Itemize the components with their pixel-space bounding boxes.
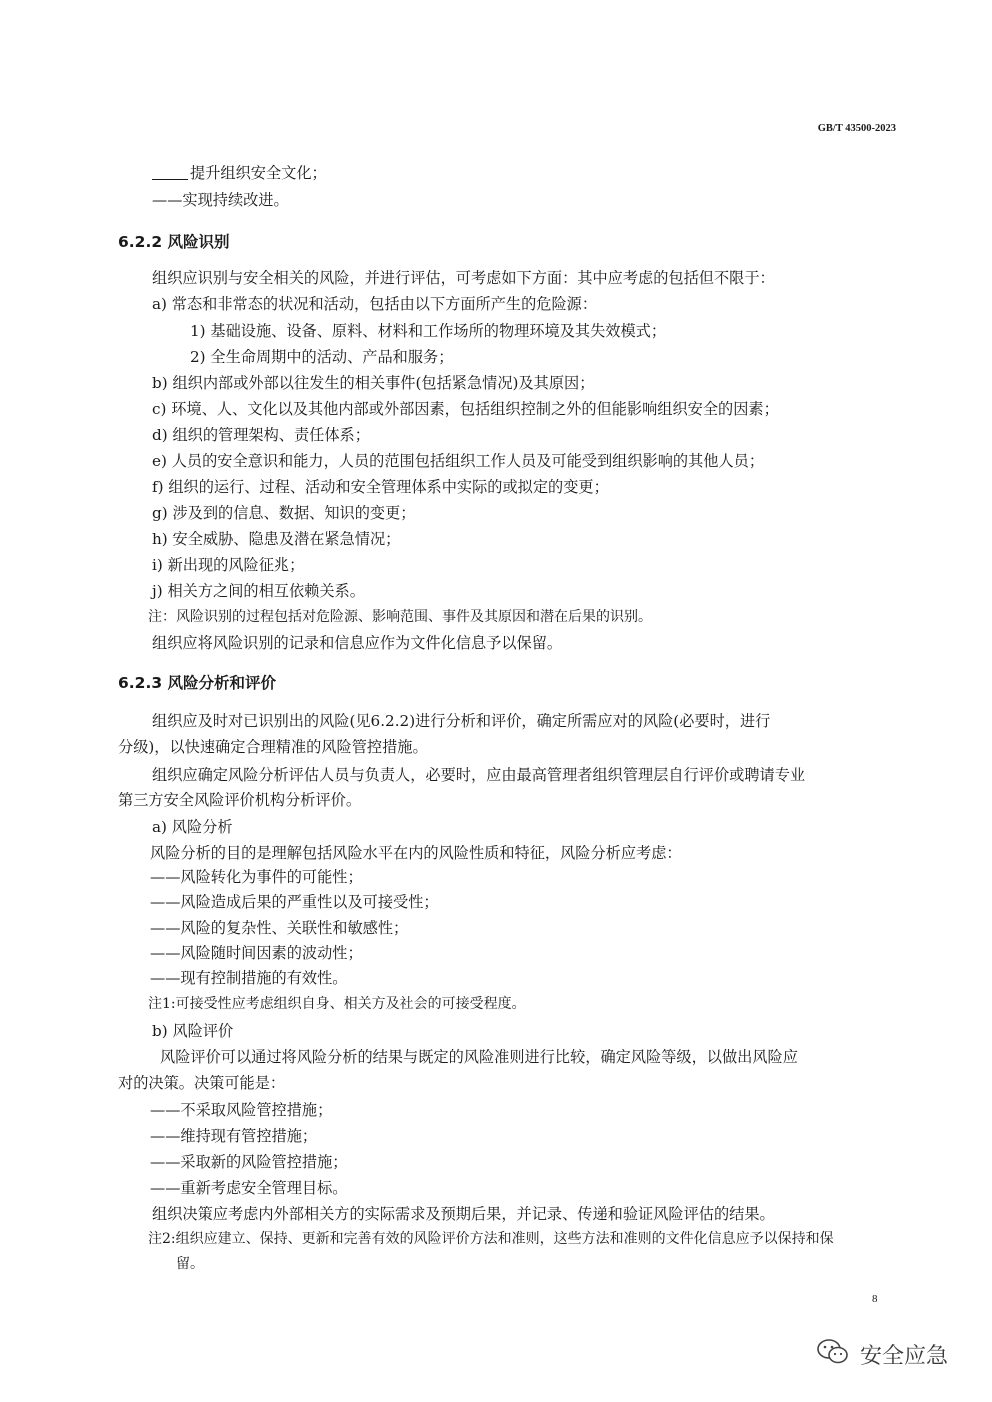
dash-item: ——现有控制措施的有效性。 [150,969,348,987]
paragraph: 组织应将风险识别的记录和信息应作为文件化信息予以保留。 [152,634,563,652]
list-item: f) 组织的运行、过程、活动和安全管理体系中实际的或拟定的变更； [152,478,609,496]
intro-item-2: ——实现持续改进。 [152,191,289,209]
paragraph-continuation: 第三方安全风险评价机构分析评价。 [118,791,361,809]
dash-item: ——风险造成后果的严重性以及可接受性； [150,893,439,911]
list-item: j) 相关方之间的相互依赖关系。 [152,582,365,600]
note: 注2:组织应建立、保持、更新和完善有效的风险评价方法和准则，这些方法和准则的文件化信息应予以保持和保 [148,1231,834,1247]
dash-item: ——风险转化为事件的可能性； [150,868,363,886]
dash-item: ——采取新的风险管控措施； [150,1153,348,1171]
paragraph: 组织应识别与安全相关的风险，并进行评估，可考虑如下方面：其中应考虑的包括但不限于： [152,269,775,287]
paragraph: 组织决策应考虑内外部相关方的实际需求及预期后果，并记录、传递和验证风险评估的结果。 [152,1205,775,1223]
list-item: i) 新出现的风险征兆； [152,556,305,574]
list-item: a) 风险分析 [152,818,233,836]
watermark [816,1338,948,1370]
dash-item: ——不采取风险管控措施； [150,1101,333,1119]
list-item: h) 安全威胁、隐患及潜在紧急情况； [152,530,401,548]
list-item: e) 人员的安全意识和能力，人员的范围包括组织工作人员及可能受到组织影响的其他人员； [152,452,765,470]
note: 注：风险识别的过程包括对危险源、影响范围、事件及其原因和潜在后果的识别。 [148,609,652,625]
blank-underline [152,179,188,180]
list-item: b) 风险评价 [152,1022,234,1040]
dash-item: ——风险的复杂性、关联性和敏感性； [150,919,409,937]
section-heading-6-2-2: 6.2.2 风险识别 [118,233,230,251]
paragraph: 风险分析的目的是理解包括风险水平在内的风险性质和特征，风险分析应考虑： [150,844,682,862]
list-item: b) 组织内部或外部以往发生的相关事件(包括紧急情况)及其原因； [152,374,595,392]
paragraph-continuation: 分级)，以快速确定合理精准的风险管控措施。 [118,738,428,756]
paragraph: 组织应确定风险分析评估人员与负责人，必要时，应由最高管理者组织管理层自行评价或聘请专业 [152,766,806,784]
page-number: 8 [872,1293,878,1305]
list-item: g) 涉及到的信息、数据、知识的变更； [152,504,416,522]
sub-list-item: 1) 基础设施、设备、原料、材料和工作场所的物理环境及其失效模式； [190,322,667,340]
note-continuation: 留。 [176,1256,204,1272]
paragraph: 组织应及时对已识别出的风险(见6.2.2)进行分析和评价，确定所需应对的风险(必要时，进行 [152,712,771,730]
section-heading-6-2-3: 6.2.3 风险分析和评价 [118,674,277,692]
list-item: d) 组织的管理架构、责任体系； [152,426,370,444]
list-item: c) 环境、人、文化以及其他内部或外部因素，包括组织控制之外的但能影响组织安全的因素； [152,400,779,418]
paragraph-continuation: 对的决策。决策可能是： [118,1074,286,1092]
sub-list-item: 2) 全生命周期中的活动、产品和服务； [190,348,454,366]
wechat-icon [816,1338,850,1370]
list-item: a) 常态和非常态的状况和活动，包括由以下方面所产生的危险源： [152,295,598,313]
document-code: GB/T 43500-2023 [817,123,896,134]
dash-item: ——风险随时间因素的波动性； [150,944,363,962]
dash-item: ——重新考虑安全管理目标。 [150,1179,348,1197]
note: 注1:可接受性应考虑组织自身、相关方及社会的可接受程度。 [148,996,526,1012]
dash-item: ——维持现有管控措施； [150,1127,318,1145]
watermark-text: 安全应急 [860,1343,949,1369]
intro-item-1: 提升组织安全文化； [152,163,327,183]
paragraph: 风险评价可以通过将风险分析的结果与既定的风险准则进行比较，确定风险等级，以做出风险应 [160,1048,798,1066]
